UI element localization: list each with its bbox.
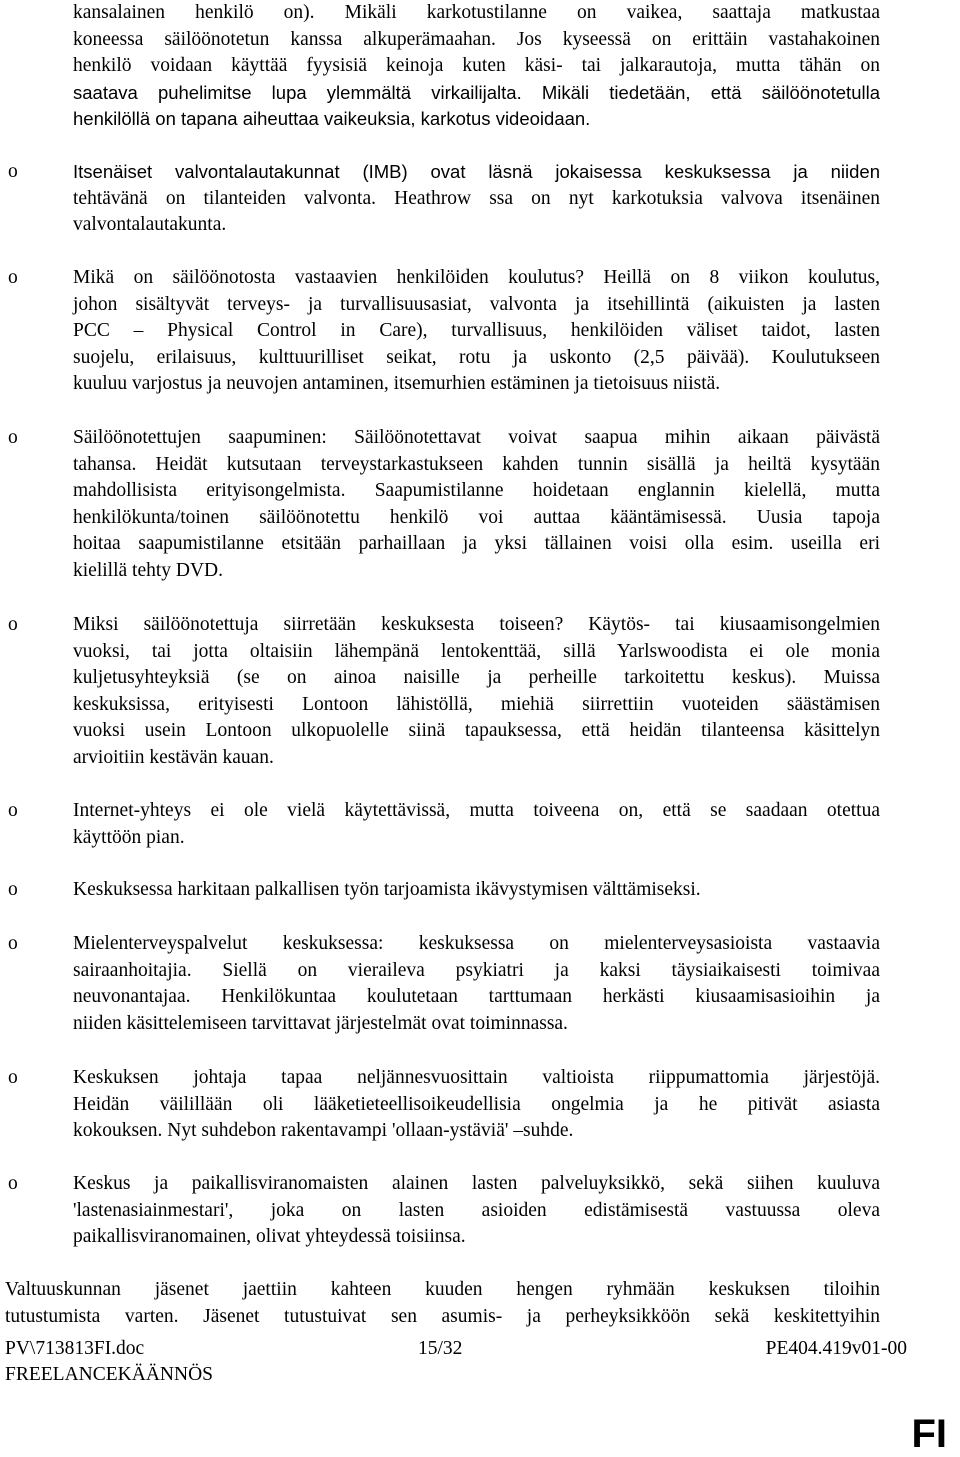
item-line: mahdollisista erityisongelmista. Saapumistilanne hoidetaan englannin kielellä, mutta	[73, 480, 880, 502]
bullet-marker: o	[8, 800, 18, 821]
item-line: Itsenäiset valvontalautakunnat (IMB) ovat läsnä jokaisessa keskuksessa ja niiden	[73, 161, 880, 182]
item-line: sairaanhoitajia. Siellä on vieraileva psykiatri ja kaksi täysiaikaisesti toimivaa	[73, 959, 880, 981]
item-line: valvontalautakunta.	[73, 214, 227, 236]
item-line: kuuluu varjostus ja neuvojen antaminen, itsemurhien estäminen ja tietoisuus niistä.	[73, 373, 721, 395]
bullet-marker: o	[8, 879, 18, 900]
item-line: kokouksen. Nyt suhdebon rakentavampi 'ollaan-ystäviä' –suhde.	[73, 1120, 574, 1142]
item-line: tahansa. Heidät kutsutaan terveystarkastukseen kahden tunnin sisällä ja heiltä kysytään	[73, 453, 880, 475]
bullet-marker: o	[8, 933, 18, 954]
item-line: vuoksi usein Lontoon ulkopuolelle siinä tapauksessa, että heidän tilanteensa käsittelyn	[73, 720, 880, 742]
intro-line: kansalainen henkilö on). Mikäli karkotustilanne on vaikea, saattaja matkustaa	[73, 2, 880, 23]
intro-line: henkilö voidaan käyttää fyysisiä keinoja kuten käsi- tai jalkarautoja, mutta tähän on	[73, 55, 880, 77]
item-line: kielillä tehty DVD.	[73, 559, 224, 581]
item-line: 'lastenasiainmestari', joka on lasten asioiden edistämisestä vastuussa oleva	[73, 1199, 880, 1221]
list-item-text	[73, 798, 880, 851]
item-line: keskuksissa, erityisesti Lontoon lähistöllä, miehiä siirrettiin vuoteiden säästämisen	[73, 693, 880, 715]
item-line: vuoksi, tai jotta oltaisiin lähempänä lentokenttää, sillä Yarlswoodista ei ole monia	[73, 640, 880, 662]
bullet-marker: o	[8, 161, 18, 182]
item-line: johon sisältyvät terveys- ja turvallisuusasiat, valvonta ja itsehillintä (aikuisten ja lasten	[73, 293, 880, 315]
item-line: Keskuksessa harkitaan palkallisen työn tarjoamista ikävystymisen välttämiseksi.	[73, 879, 701, 900]
bullet-marker: o	[8, 1173, 18, 1194]
item-line: kuljetusyhteyksiä (se on ainoa naisille ja perheille tarkoitettu keskus). Muissa	[73, 667, 880, 689]
item-line: Mikä on säilöönotosta vastaavien henkilöiden koulutus? Heillä on 8 viikon koulutus,	[73, 267, 880, 288]
item-line: hoitaa saapumistilanne etsitään parhaillaan ja yksi tällainen voisi olla esim. useilla eri	[73, 533, 880, 555]
item-line: neuvonantajaa. Henkilökuntaa koulutetaan tarttumaan herkästi kiusaamisasioihin ja	[73, 986, 880, 1008]
list-item-text	[73, 265, 880, 398]
list-item-text	[73, 877, 880, 904]
list-item-text	[73, 159, 880, 239]
footer-service: FREELANCEKÄÄNNÖS	[5, 1364, 214, 1385]
intro-line: koneessa säilöönotetun kanssa alkuperämaahan. Jos kyseessä on erittäin vastahakoinen	[73, 28, 880, 50]
item-line: henkilökunta/toinen säilöönotettu henkilö voi auttaa kääntämisessä. Uusia tapoja	[73, 506, 880, 528]
intro-paragraph	[73, 0, 880, 133]
item-line: Säilöönotettujen saapuminen: Säilöönotettavat voivat saapua mihin aikaan päivästä	[73, 427, 880, 448]
intro-line: saatava puhelimitse lupa ylemmältä virkailijalta. Mikäli tiedetään, että säilöönotetulla	[73, 81, 880, 103]
closing-paragraph	[5, 1277, 880, 1330]
intro-line: henkilöllä on tapana aiheuttaa vaikeuksia, karkotus videoidaan.	[73, 108, 591, 130]
bullet-marker: o	[8, 614, 18, 635]
item-line: Internet-yhteys ei ole vielä käytettävissä, mutta toiveena on, että se saadaan otettua	[73, 800, 880, 821]
item-line: suojelu, erilaisuus, kulttuurilliset seikat, rotu ja uskonto (2,5 päivää). Koulutukseen	[73, 346, 880, 368]
list-item-text	[73, 1065, 880, 1145]
footer-reference: PE404.419v01-00	[765, 1338, 907, 1359]
item-line: paikallisviranomainen, olivat yhteydessä toisiinsa.	[73, 1226, 466, 1248]
bullet-marker: o	[8, 1067, 18, 1088]
item-line: tehtävänä on tilanteiden valvonta. Heathrow ssa on nyt karkotuksia valvova itsenäinen	[73, 187, 880, 209]
item-line: käyttöön pian.	[73, 826, 185, 848]
closing-line: Valtuuskunnan jäsenet jaettiin kahteen kuuden hengen ryhmään keskuksen tiloihin	[5, 1279, 880, 1300]
bullet-marker: o	[8, 427, 18, 448]
footer-page-number: 15/32	[418, 1338, 463, 1359]
list-item-text	[73, 612, 880, 772]
item-line: PCC – Physical Control in Care), turvallisuus, henkilöiden väliset taidot, lasten	[73, 320, 880, 342]
item-line: Keskus ja paikallisviranomaisten alainen lasten palveluyksikkö, sekä siihen kuuluva	[73, 1173, 880, 1194]
item-line: Heidän väilillään oli lääketieteellisoikeudellisia ongelmia ja he pitivät asiasta	[73, 1093, 880, 1115]
item-line: Mielenterveyspalvelut keskuksessa: keskuksessa on mielenterveysasioista vastaavia	[73, 933, 880, 954]
language-code: FI	[911, 1412, 947, 1456]
item-line: Miksi säilöönotettuja siirretään keskuksesta toiseen? Käytös- tai kiusaamisongelmien	[73, 614, 880, 635]
footer-doc-id: PV\713813FI.doc	[5, 1338, 145, 1359]
bullet-marker: o	[8, 267, 18, 288]
item-line: niiden käsittelemiseen tarvittavat järjestelmät ovat toiminnassa.	[73, 1012, 568, 1034]
item-line: arvioitiin kestävän kauan.	[73, 746, 274, 768]
list-item-text	[73, 1171, 880, 1251]
closing-line: tutustumista varten. Jäsenet tutustuivat sen asumis- ja perheyksikköön sekä keskitettyihin	[5, 1305, 880, 1327]
list-item-text	[73, 931, 880, 1037]
item-line: Keskuksen johtaja tapaa neljännesvuosittain valtioista riippumattomia järjestöjä.	[73, 1067, 880, 1088]
list-item-text	[73, 425, 880, 585]
